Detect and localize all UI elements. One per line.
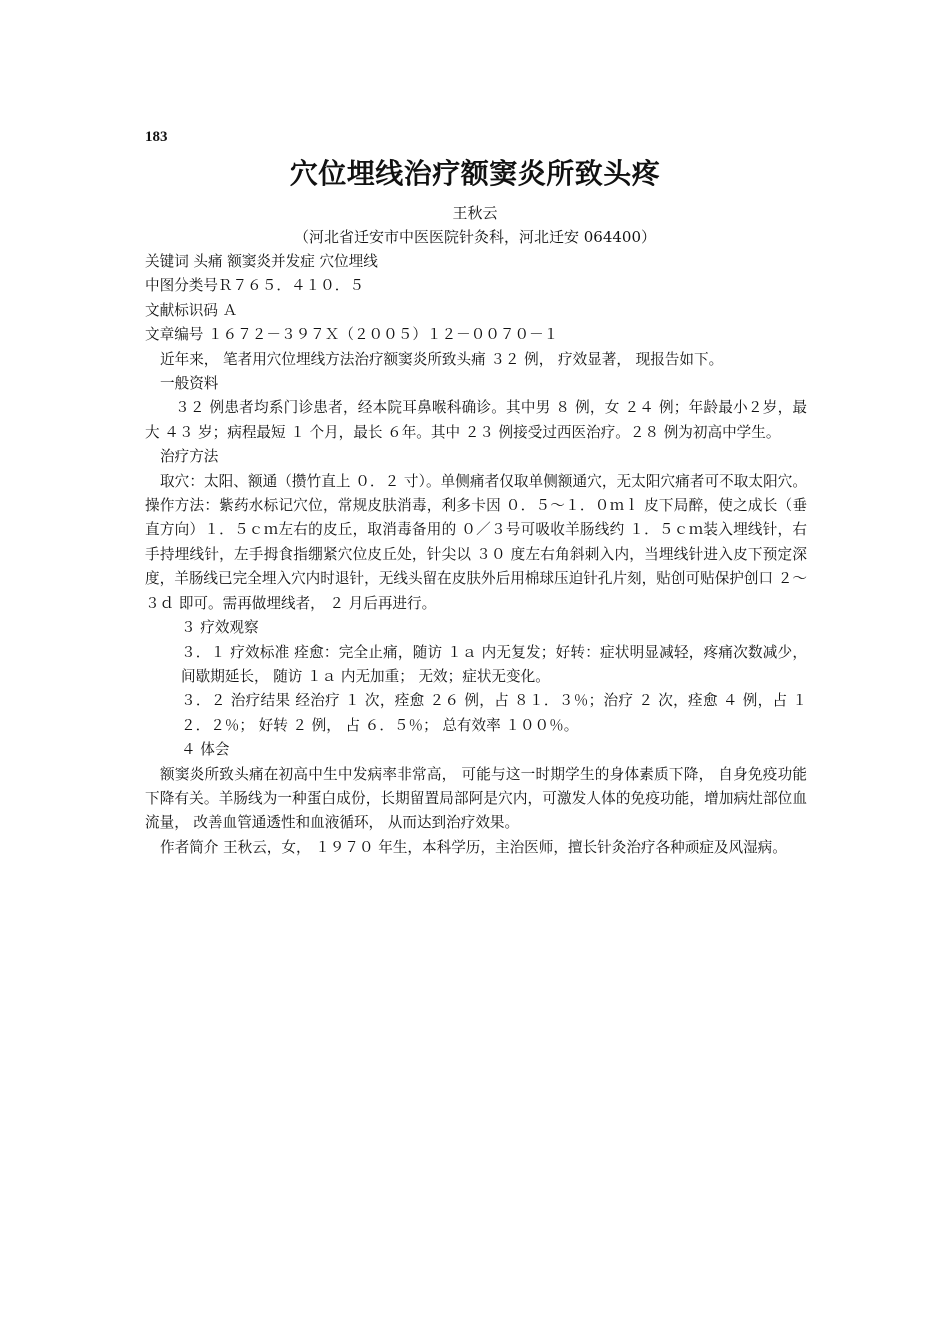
section-heading-discussion: ４ 体会 bbox=[181, 741, 230, 759]
section-heading-general: 一般资料 bbox=[160, 375, 219, 393]
clc-number-line: 中图分类号Ｒ７６５．４１０．５ bbox=[145, 277, 364, 295]
article-title: 穴位埋线治疗额窦炎所致头疼 bbox=[289, 157, 661, 190]
author-bio: 作者简介 王秋云，女， １９７０ 年生，本科学历，主治医师，擅长针灸治疗各种顽症及风湿病。 bbox=[160, 838, 787, 856]
author-affiliation: （河北省迁安市中医医院针灸科，河北迁安 064400） bbox=[293, 228, 657, 246]
paragraph-discussion: 额窦炎所致头痛在初高中生中发病率非常高， 可能与这一时期学生的身体素质下降， 自身免疫功能下降有关。羊肠线为一种蛋白成份，长期留置局部阿是穴内，可激发人体的免疫功能，增加病灶部位血流量， 改善血管通透性和血液循环， 从而达到治疗效果。 bbox=[145, 765, 807, 832]
section-heading-observation: ３ 疗效观察 bbox=[181, 619, 259, 637]
section-heading-treatment: 治疗方法 bbox=[160, 448, 219, 466]
doc-code-line: 文献标识码 Ａ bbox=[145, 301, 238, 319]
author-name: 王秋云 bbox=[452, 204, 498, 222]
article-body bbox=[145, 250, 807, 860]
keywords-line: 关键词 头痛 额窦炎并发症 穴位埋线 bbox=[145, 253, 378, 270]
paragraph-general-info: ３２ 例患者均系门诊患者，经本院耳鼻喉科确诊。其中男 ８ 例，女 ２４ 例；年龄最小２岁，最大 ４３ 岁；病程最短 １ 个月，最长 ６年。其中 ２３ 例接受过西医治疗。２８ 例为初高中学生。 bbox=[145, 399, 807, 441]
paragraph-treatment-results: ３．２ 治疗结果 经治疗 １ 次，痊愈 ２６ 例，占 ８１．３％；治疗 ２ 次，痊愈 ４ 例，占 １２．２％； 好转 ２ 例， 占 ６．５％； 总有效率 １００％。 bbox=[181, 692, 807, 734]
article-id-line: 文章编号 １６７２－３９７Ｘ（２００５）１２－００７０－１ bbox=[145, 326, 559, 344]
paragraph-efficacy-criteria: ３．１ 疗效标准 痊愈：完全止痛，随访 １ａ 内无复发；好转：症状明显减轻，疼痛次数减少， 间歇期延长， 随访 １ａ 内无加重； 无效；症状无变化。 bbox=[181, 643, 807, 685]
paragraph-treatment-method: 取穴：太阳、额通（攒竹直上 ０．２ 寸）。单侧痛者仅取单侧额通穴，无太阳穴痛者可不取太阳穴。操作方法：紫药水标记穴位，常规皮肤消毒，利多卡因 ０．５～１．０ｍｌ 皮下局醉，使之成长（垂直方向）１．５ｃｍ左右的皮丘，取消毒备用的 ０／３号可吸收羊肠线约 １．５ｃｍ装入埋线针，右手持埋线针，左手拇食指绷紧穴位皮丘处，针尖以 ３０ 度左右角斜刺入内，当埋线针进入皮下预定深度，羊肠线已完全埋入穴内时退针，无线头留在皮肤外后用棉球压迫针孔片刻，贴创可贴保护创口 ２～３ｄ 即可。需再做埋线者， ２ 月后再进行。 bbox=[145, 472, 807, 612]
page-number: 183 bbox=[145, 129, 168, 145]
intro-paragraph: 近年来， 笔者用穴位埋线方法治疗额窦炎所致头痛 ３２ 例， 疗效显著， 现报告如下。 bbox=[160, 350, 724, 368]
